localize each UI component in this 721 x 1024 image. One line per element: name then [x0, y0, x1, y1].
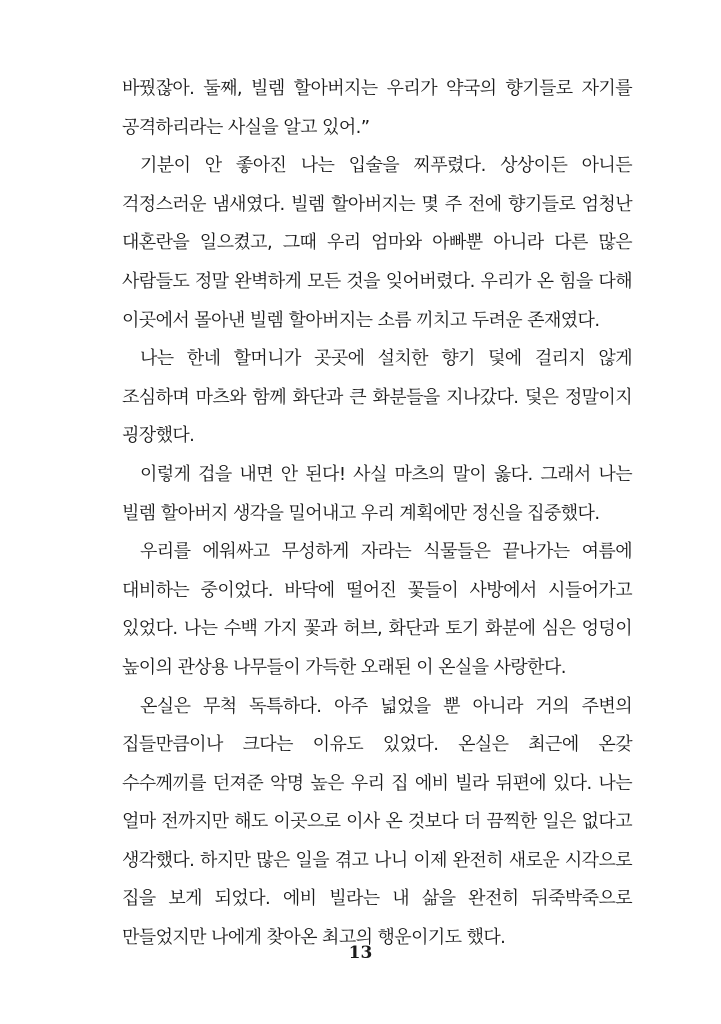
paragraph-continuation: 바꿨잖아. 둘째, 빌렘 할아버지는 우리가 약국의 향기들로 자기를 공격하리라는 사실을 알고 있어.”	[122, 78, 632, 138]
paragraph: 기분이 안 좋아진 나는 입술을 찌푸렸다. 상상이든 아니든 걱정스러운 냄새였다. 빌렘 할아버지는 몇 주 전에 향기들로 엄청난 대혼란을 일으켰고, 그때 우리 엄마와 아빠뿐 아니라 다른 많은 사람들도 정말 완벽하게 모든 것을 잊어버렸다. 우리가 온 힘을 다해 이곳에서 몰아낸 빌렘 할아버지는 소름 끼치고 두려운 존재였다.	[122, 155, 632, 331]
body-text	[122, 70, 632, 958]
paragraph: 우리를 에워싸고 무성하게 자라는 식물들은 끝나가는 여름에 대비하는 중이었다. 바닥에 떨어진 꽃들이 사방에서 시들어가고 있었다. 나는 수백 가지 꽃과 허브, 화단과 토기 화분에 심은 엉덩이 높이의 관상용 나무들이 가득한 오래된 이 온실을 사랑한다.	[122, 541, 632, 678]
page-number: 13	[348, 943, 373, 963]
paragraph: 온실은 무척 독특하다. 아주 넓었을 뿐 아니라 거의 주변의 집들만큼이나 크다는 이유도 있었다. 온실은 최근에 온갖 수수께끼를 던져준 악명 높은 우리 집 에비 빌라 뒤편에 있다. 나는 얼마 전까지만 해도 이곳으로 이사 온 것보다 더 끔찍한 일은 없다고 생각했다. 하지만 많은 일을 겪고 나니 이제 완전히 새로운 시각으로 집을 보게 되었다. 에비 빌라는 내 삶을 완전히 뒤죽박죽으로 만들었지만 나에게 찾아온 최고의 행운이기도 했다.	[122, 695, 632, 949]
paragraph: 이렇게 겁을 내면 안 된다! 사실 마츠의 말이 옳다. 그래서 나는 빌렘 할아버지 생각을 밀어내고 우리 계획에만 정신을 집중했다.	[122, 463, 632, 524]
paragraph: 나는 한네 할머니가 곳곳에 설치한 향기 덫에 걸리지 않게 조심하며 마츠와 함께 화단과 큰 화분들을 지나갔다. 덫은 정말이지 굉장했다.	[122, 348, 632, 447]
